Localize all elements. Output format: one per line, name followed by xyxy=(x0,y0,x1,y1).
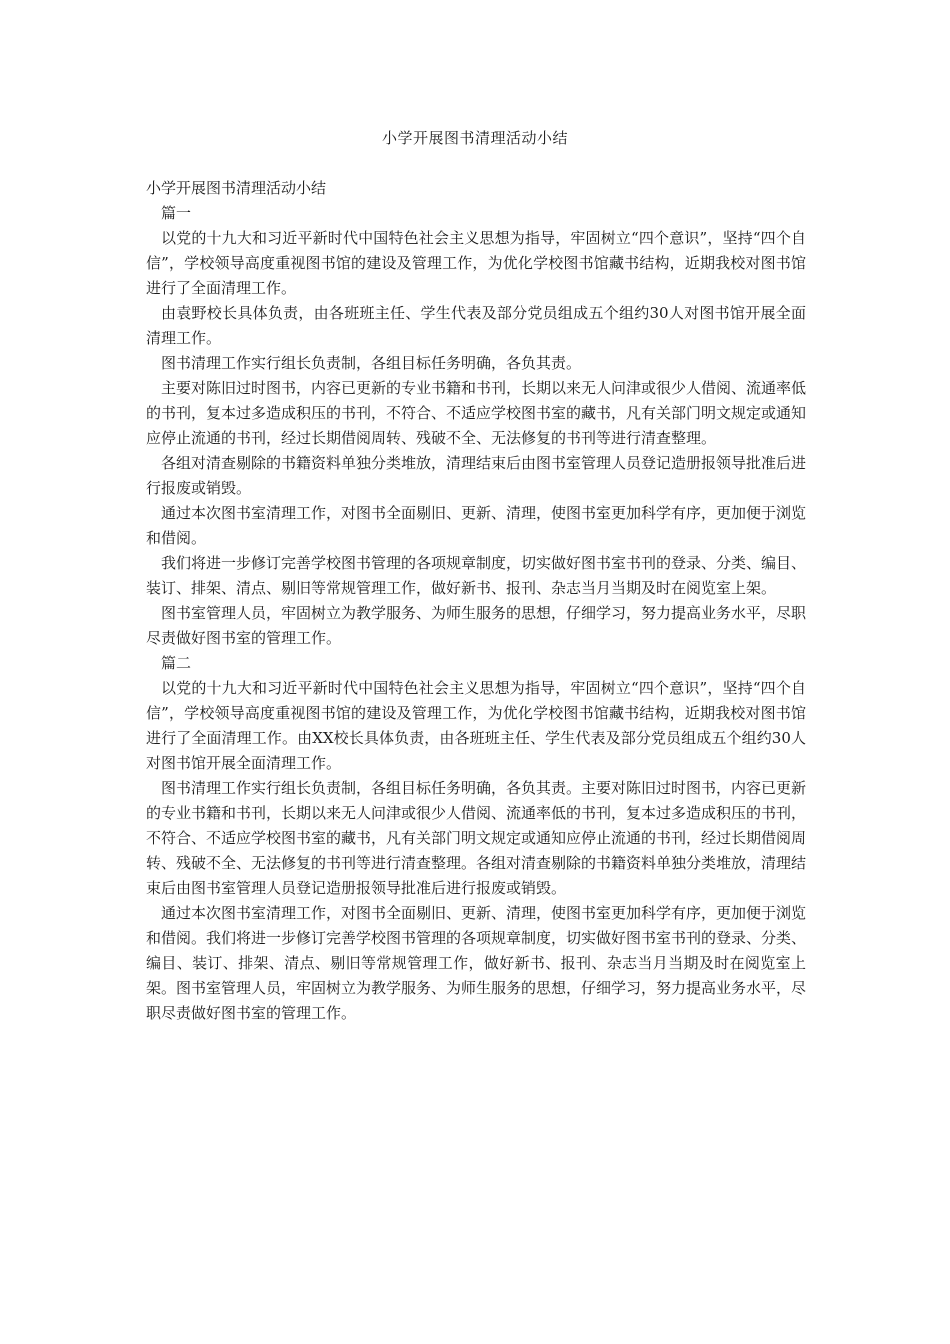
document-body xyxy=(146,176,806,1026)
paragraph: 通过本次图书室清理工作，对图书全面剔旧、更新、清理，使图书室更加科学有序，更加便于浏览和借阅。 xyxy=(146,504,807,547)
document-title: 小学开展图书清理活动小结 xyxy=(381,129,568,147)
paragraph: 我们将进一步修订完善学校图书管理的各项规章制度，切实做好图书室书刊的登录、分类、编目、装订、排架、清点、剔旧等常规管理工作，做好新书、报刊、杂志当月当期及时在阅览室上架。 xyxy=(146,554,807,597)
section-heading-part1: 篇一 xyxy=(161,204,192,222)
paragraph: 各组对清查剔除的书籍资料单独分类堆放，清理结束后由图书室管理人员登记造册报领导批准后进行报废或销毁。 xyxy=(146,454,807,497)
document-subtitle: 小学开展图书清理活动小结 xyxy=(146,179,327,197)
paragraph: 以党的十九大和习近平新时代中国特色社会主义思想为指导，牢固树立“四个意识”，坚持“四个自信”，学校领导高度重视图书馆的建设及管理工作，为优化学校图书馆藏书结构，近期我校对图书馆进行了全面清理工作。由XX校长具体负责，由各班班主任、学生代表及部分党员组成五个组约30人对图书馆开展全面清理工作。 xyxy=(146,679,806,772)
paragraph: 图书清理工作实行组长负责制，各组目标任务明确，各负其责。主要对陈旧过时图书，内容已更新的专业书籍和书刊，长期以来无人问津或很少人借阅、流通率低的书刊，复本过多造成积压的书刊，不符合、不适应学校图书室的藏书，凡有关部门明文规定或通知应停止流通的书刊，经过长期借阅周转、残破不全、无法修复的书刊等进行清查整理。各组对清查剔除的书籍资料单独分类堆放，清理结束后由图书室管理人员登记造册报领导批准后进行报废或销毁。 xyxy=(146,779,807,897)
paragraph: 以党的十九大和习近平新时代中国特色社会主义思想为指导，牢固树立“四个意识”，坚持“四个自信”，学校领导高度重视图书馆的建设及管理工作，为优化学校图书馆藏书结构，近期我校对图书馆进行了全面清理工作。 xyxy=(146,229,806,297)
paragraph: 通过本次图书室清理工作，对图书全面剔旧、更新、清理，使图书室更加科学有序，更加便于浏览和借阅。我们将进一步修订完善学校图书管理的各项规章制度，切实做好图书室书刊的登录、分类、编目、装订、排架、清点、剔旧等常规管理工作，做好新书、报刊、杂志当月当期及时在阅览室上架。图书室管理人员，牢固树立为教学服务、为师生服务的思想，仔细学习，努力提高业务水平，尽职尽责做好图书室的管理工作。 xyxy=(146,904,807,1022)
paragraph: 图书清理工作实行组长负责制，各组目标任务明确，各负其责。 xyxy=(161,354,582,372)
section-heading-part2: 篇二 xyxy=(161,654,192,672)
paragraph: 主要对陈旧过时图书，内容已更新的专业书籍和书刊，长期以来无人问津或很少人借阅、流通率低的书刊，复本过多造成积压的书刊，不符合、不适应学校图书室的藏书，凡有关部门明文规定或通知应停止流通的书刊，经过长期借阅周转、残破不全、无法修复的书刊等进行清查整理。 xyxy=(146,379,807,447)
paragraph: 由袁野校长具体负责，由各班班主任、学生代表及部分党员组成五个组约30人对图书馆开展全面清理工作。 xyxy=(146,304,806,347)
paragraph: 图书室管理人员，牢固树立为教学服务、为师生服务的思想，仔细学习，努力提高业务水平，尽职尽责做好图书室的管理工作。 xyxy=(146,604,807,647)
